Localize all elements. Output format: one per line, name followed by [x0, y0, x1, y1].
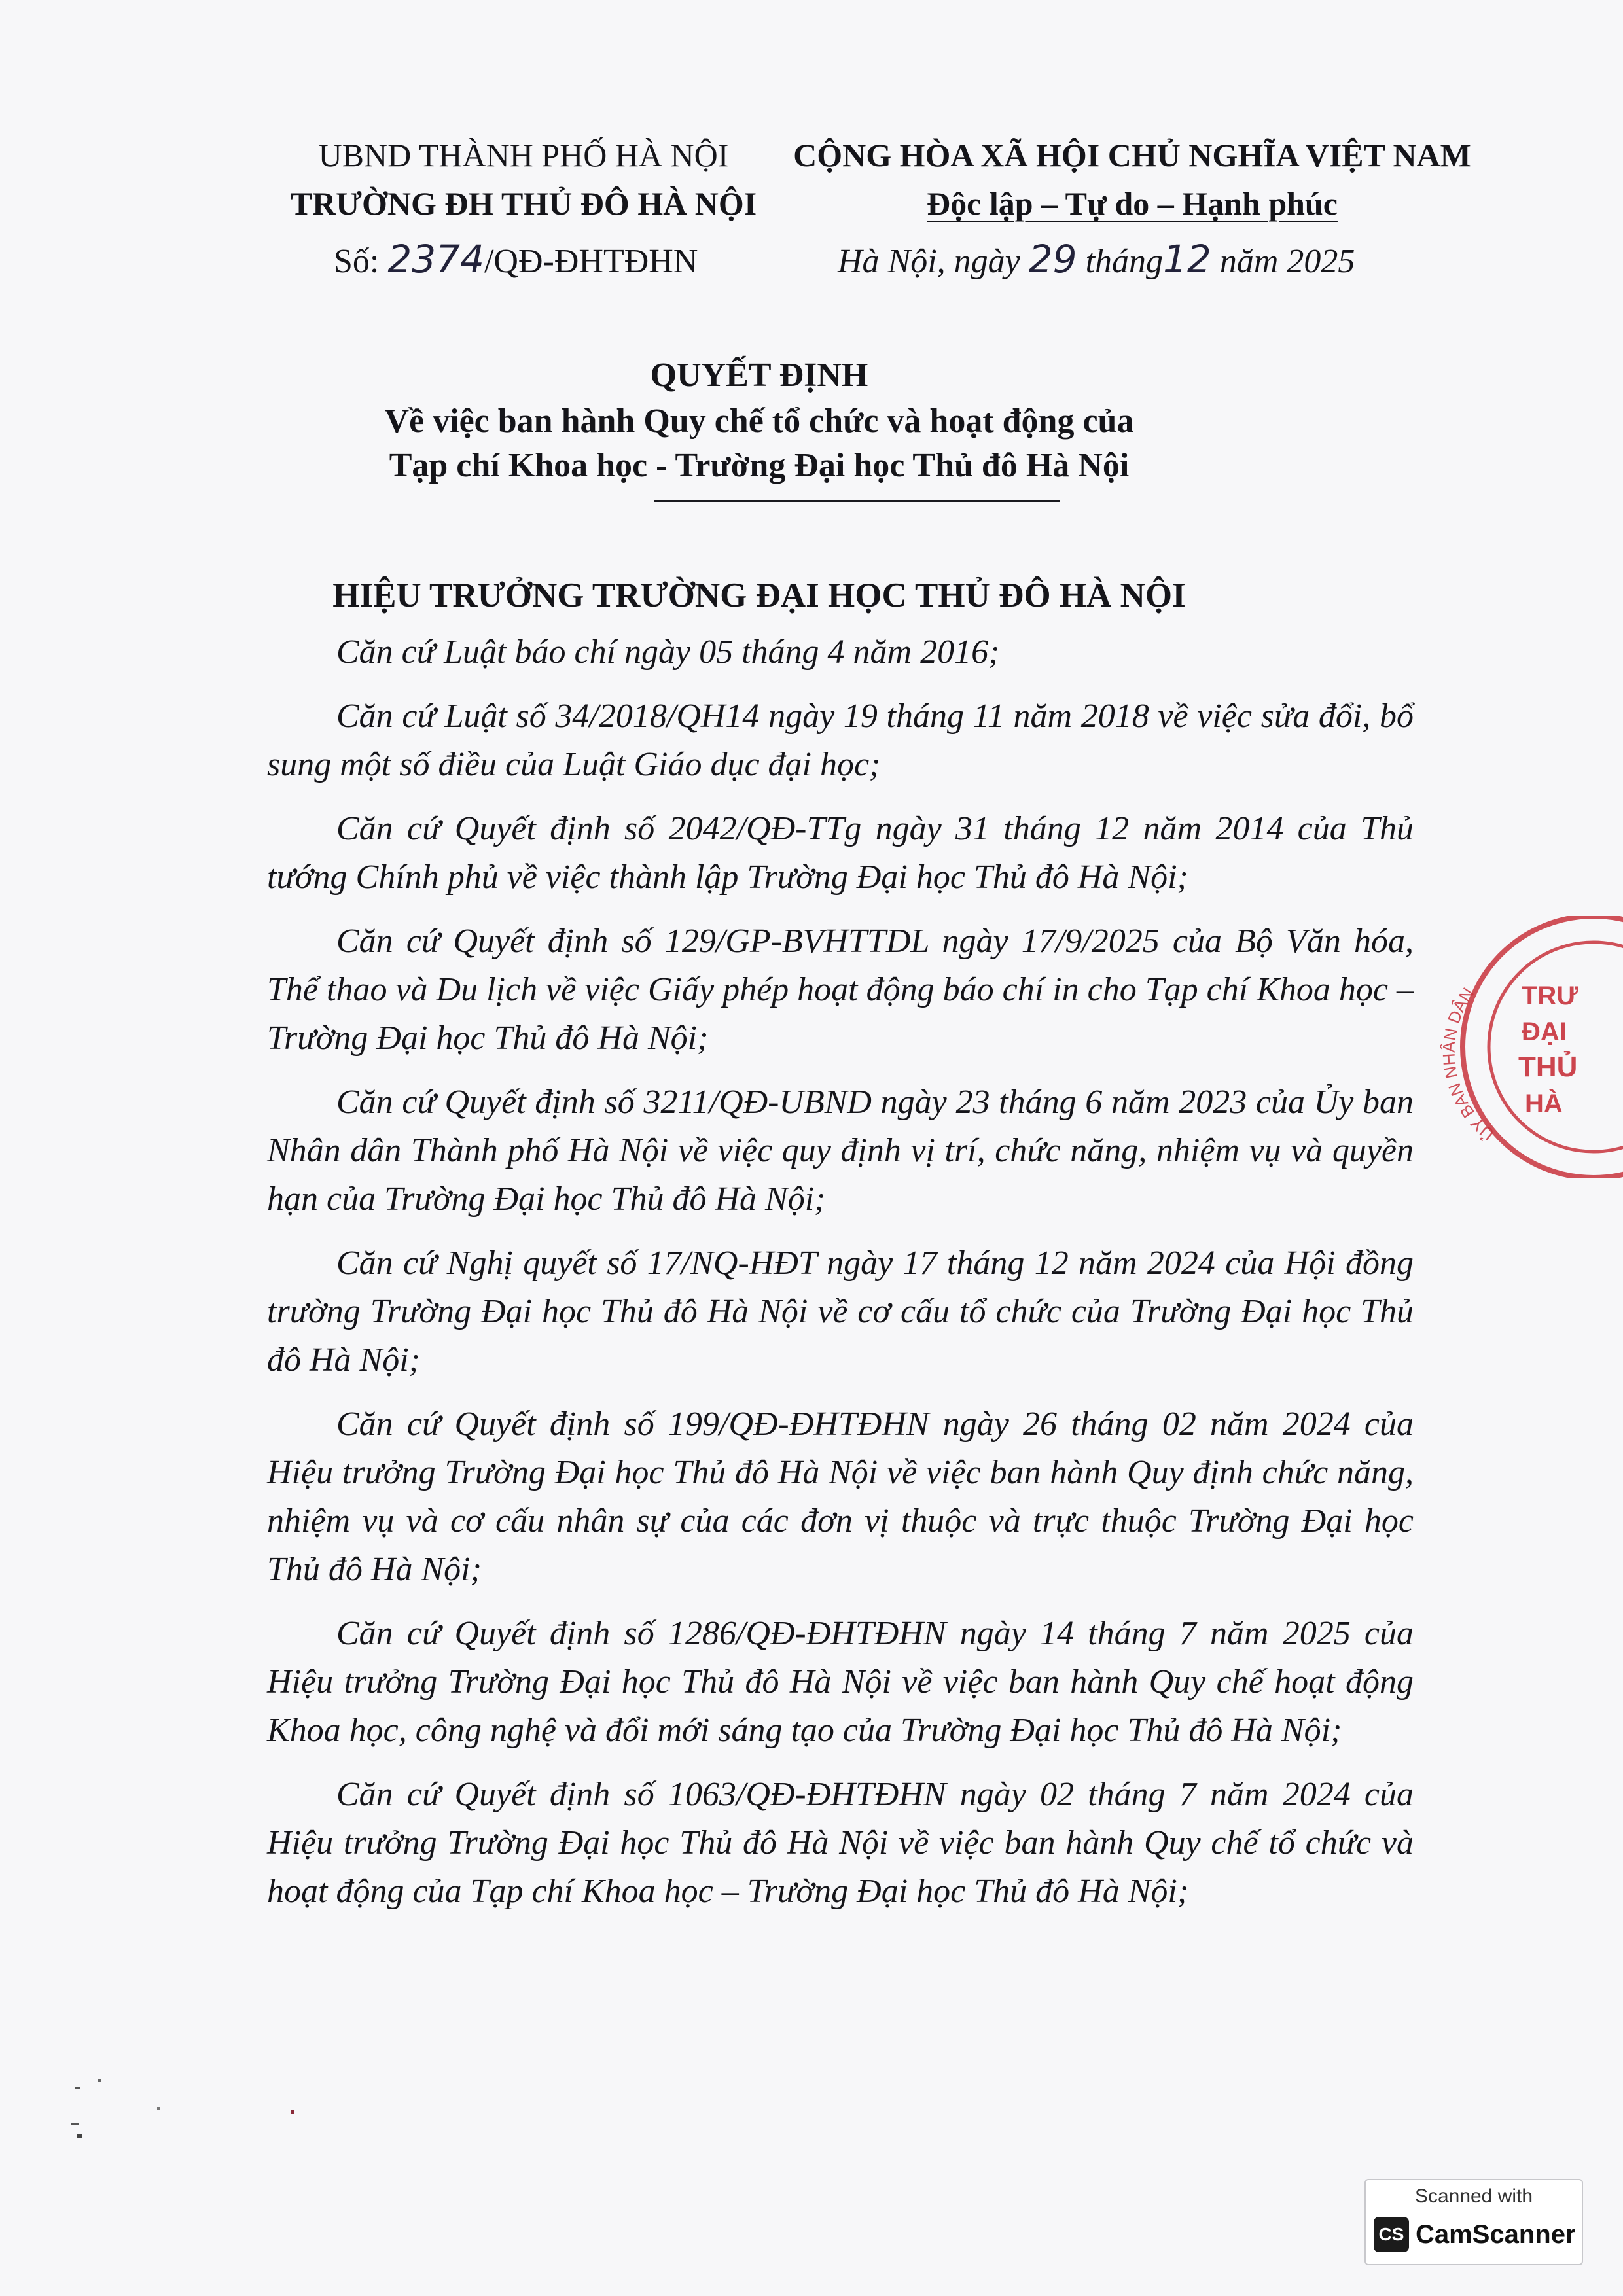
scan-specks	[0, 2061, 393, 2192]
seal-text-line2: ĐẠI	[1522, 1017, 1567, 1046]
legal-basis-item: Căn cứ Quyết định số 2042/QĐ-TTg ngày 31 tháng 12 năm 2014 của Thủ tướng Chính phủ về việc thành lập Trường Đại học Thủ đô Hà Nội;	[267, 810, 1414, 896]
legal-basis-item: Căn cứ Quyết định số 129/GP-BVHTTDL ngày 17/9/2025 của Bộ Văn hóa, Thể thao và Du lịch về việc Giấy phép hoạt động báo chí in cho Tạp chí Khoa học – Trường Đại học Thủ đô Hà Nội;	[267, 923, 1414, 1057]
seal-text-line1: TRƯ	[1522, 981, 1578, 1010]
decision-subject-line1: Về việc ban hành Quy chế tổ chức và hoạt động của	[384, 402, 1134, 440]
issuer-parent: UBND THÀNH PHỐ HÀ NỘI	[318, 137, 729, 173]
watermark-caption: Scanned with	[1414, 2185, 1533, 2207]
reference-suffix: /QĐ-ĐHTĐHN	[484, 243, 698, 280]
watermark-brand	[1374, 2217, 1576, 2252]
camscanner-logo-icon: CS	[1374, 2217, 1409, 2252]
date-month-handwritten: 12	[1163, 237, 1211, 281]
camscanner-watermark	[1364, 2179, 1583, 2265]
title-divider	[654, 500, 1060, 502]
legal-basis-item: Căn cứ Quyết định số 199/QĐ-ĐHTĐHN ngày 26 tháng 02 năm 2024 của Hiệu trưởng Trường Đại học Thủ đô Hà Nội về việc ban hành Quy định chức năng, nhiệm vụ và cơ cấu nhân sự của các đơn vị thuộc và trực thuộc Trường Đại học Thủ đô Hà Nội;	[267, 1405, 1414, 1588]
date-year: năm 2025	[1219, 243, 1355, 280]
national-title: CỘNG HÒA XÃ HỘI CHỦ NGHĨA VIỆT NAM	[793, 137, 1471, 173]
legal-basis-item: Căn cứ Quyết định số 3211/QĐ-UBND ngày 23 tháng 6 năm 2023 của Ủy ban Nhân dân Thành phố Hà Nội về việc quy định vị trí, chức năng, nhiệm vụ và quyền hạn của Trường Đại học Thủ đô Hà Nội;	[267, 1084, 1414, 1218]
date-month-label: tháng	[1085, 243, 1164, 280]
legal-basis-item: Căn cứ Luật báo chí ngày 05 tháng 4 năm 2016;	[336, 633, 1000, 671]
issuer-name: TRƯỜNG ĐH THỦ ĐÔ HÀ NỘI	[290, 185, 757, 222]
legal-basis-item: Căn cứ Nghị quyết số 17/NQ-HĐT ngày 17 tháng 12 năm 2024 của Hội đồng trường Trường Đại học Thủ đô Hà Nội về cơ cấu tổ chức của Trường Đại học Thủ đô Hà Nội;	[267, 1245, 1414, 1379]
issuing-authority: HIỆU TRƯỞNG TRƯỜNG ĐẠI HỌC THỦ ĐÔ HÀ NỘI	[332, 576, 1186, 614]
issuer-block	[242, 131, 805, 228]
decision-title: QUYẾT ĐỊNH	[650, 357, 868, 394]
national-motto-block	[772, 131, 1492, 228]
seal-text-line4: HÀ	[1525, 1089, 1563, 1118]
official-seal-stamp	[1436, 916, 1623, 1178]
issue-date	[838, 237, 1355, 281]
legal-basis-list	[267, 628, 1414, 1932]
legal-basis-item: Căn cứ Luật số 34/2018/QH14 ngày 19 tháng 11 năm 2018 về việc sửa đổi, bổ sung một số điều của Luật Giáo dục đại học;	[267, 698, 1414, 783]
legal-basis-item: Căn cứ Quyết định số 1063/QĐ-ĐHTĐHN ngày 02 tháng 7 năm 2024 của Hiệu trưởng Trường Đại học Thủ đô Hà Nội về việc ban hành Quy chế tổ chức và hoạt động của Tạp chí Khoa học – Trường Đại học Thủ đô Hà Nội;	[267, 1776, 1414, 1910]
decision-subject-line2: Tạp chí Khoa học - Trường Đại học Thủ đô Hà Nội	[389, 447, 1130, 484]
reference-prefix: Số:	[334, 243, 380, 280]
national-motto: Độc lập – Tự do – Hạnh phúc	[927, 185, 1338, 222]
seal-ring-text: ỦY BAN NHÂN DÂN	[1438, 983, 1498, 1144]
seal-text-line3: THỦ	[1518, 1051, 1578, 1083]
decision-title-block	[249, 352, 1270, 488]
reference-number-handwritten: 2374	[387, 237, 484, 281]
reference-number	[334, 237, 698, 281]
date-day-handwritten: 29	[1028, 237, 1077, 281]
watermark-brand-name: CamScanner	[1416, 2219, 1576, 2249]
legal-basis-item: Căn cứ Quyết định số 1286/QĐ-ĐHTĐHN ngày 14 tháng 7 năm 2025 của Hiệu trưởng Trường Đại học Thủ đô Hà Nội về việc ban hành Quy chế hoạt động Khoa học, công nghệ và đổi mới sáng tạo của Trường Đại học Thủ đô Hà Nội;	[267, 1615, 1414, 1749]
date-prefix: Hà Nội, ngày	[838, 243, 1020, 280]
